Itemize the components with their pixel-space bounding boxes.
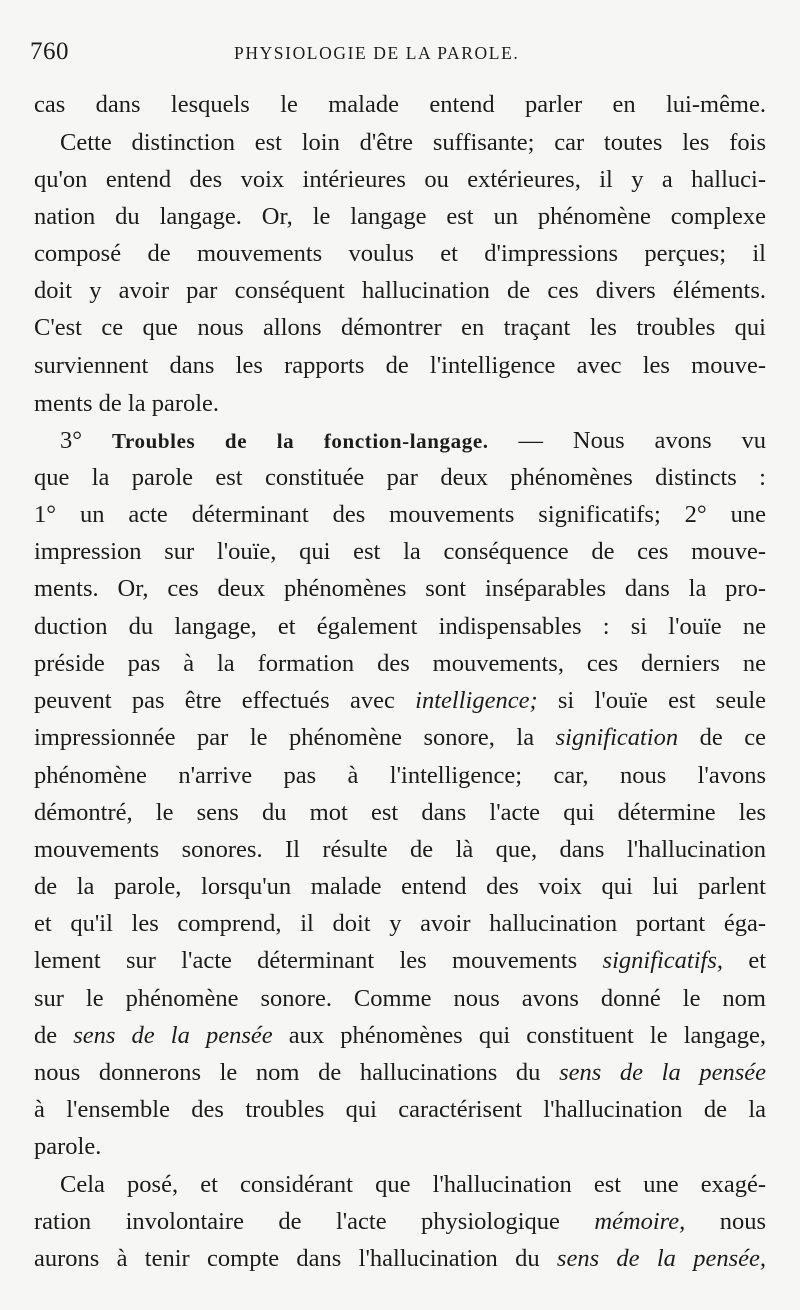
text-span: de ce [699,724,767,751]
text-line: C'est ce que nous allons démontrer en traçant les troubles qui [34,314,766,341]
text-line: composé de mouvements voulus et d'impressions perçues; il [34,240,766,267]
italic-term: sens de la pensée [559,1059,766,1086]
text-line: phénomène n'arrive pas à l'intelligence; car, nous l'avons [34,762,766,789]
text-line: Cela posé, et considérant que l'hallucination est une exagé- [60,1171,766,1198]
text-span: impressionnée par le phénomène sonore, la [34,724,535,751]
section-heading-line [60,426,766,458]
text-span: nous donnerons le nom de hallucinations du [34,1059,541,1086]
text-line: qu'on entend des voix intérieures ou extérieures, il y a halluci- [34,166,766,193]
text-span: — Nous avons vu [518,427,767,454]
text-line: doit y avoir par conséquent hallucination de ces divers éléments. [34,277,766,304]
text-line: Cette distinction est loin d'être suffisante; car toutes les fois [60,129,766,156]
text-line [34,1021,766,1053]
text-line: ments de la parole. [34,390,220,417]
text-span: de [34,1022,58,1049]
italic-term: sens de la pensée [73,1022,273,1049]
text-line: mouvements sonores. Il résulte de là que, dans l'hallucination [34,836,766,863]
text-line: cas dans lesquels le malade entend parler en lui-même. [34,91,766,118]
section-number: 3° [60,427,83,454]
text-line: de la parole, lorsqu'un malade entend des voix qui lui parlent [34,873,766,900]
text-line: surviennent dans les rapports de l'intelligence avec les mouve- [34,352,766,379]
text-line: impression sur l'ouïe, qui est la conséquence de ces mouve- [34,538,766,565]
text-line [34,1244,766,1276]
text-span: et [748,947,767,974]
running-title: PHYSIOLOGIE DE LA PAROLE. [234,43,520,63]
text-span: aurons à tenir compte dans l'hallucination du [34,1245,540,1272]
text-span: lement sur l'acte déterminant les mouvements [34,947,578,974]
italic-term: sens de la pensée, [556,1245,766,1272]
section-heading: Troubles de la fonction-langage. [111,429,489,453]
text-line: ments. Or, ces deux phénomènes sont inséparables dans la pro- [34,575,766,602]
text-line: 1° un acte déterminant des mouvements significatifs; 2° une [34,501,766,528]
text-line [34,946,766,978]
text-line [34,1207,766,1239]
italic-term: mémoire, [594,1208,686,1235]
text-span: peuvent pas être effectués avec [34,687,395,714]
italic-term: signification [555,724,679,751]
text-line: duction du langage, et également indispensables : si l'ouïe ne [34,613,766,640]
text-line: et qu'il les comprend, il doit y avoir hallucination portant éga- [34,910,766,937]
text-line [34,723,766,755]
text-line: à l'ensemble des troubles qui caractérisent l'hallucination de la [34,1096,766,1123]
page-number: 760 [30,38,69,65]
text-line: parole. [34,1133,102,1160]
text-line [34,1058,766,1090]
text-line [34,686,766,718]
italic-term: intelligence; [415,687,538,714]
text-line: nation du langage. Or, le langage est un phénomène complexe [34,203,766,230]
text-line: préside pas à la formation des mouvements, ces derniers ne [34,650,766,677]
italic-term: significatifs, [602,947,724,974]
text-span: nous [719,1208,767,1235]
text-span: si l'ouïe est seule [557,687,767,714]
text-line: démontré, le sens du mot est dans l'acte qui détermine les [34,799,766,826]
text-line: sur le phénomène sonore. Comme nous avons donné le nom [34,985,766,1012]
text-span: ration involontaire de l'acte physiologique [34,1208,560,1235]
text-span: aux phénomènes qui constituent le langage, [288,1022,766,1049]
running-head [30,38,770,72]
text-line: que la parole est constituée par deux phénomènes distincts : [34,464,766,491]
